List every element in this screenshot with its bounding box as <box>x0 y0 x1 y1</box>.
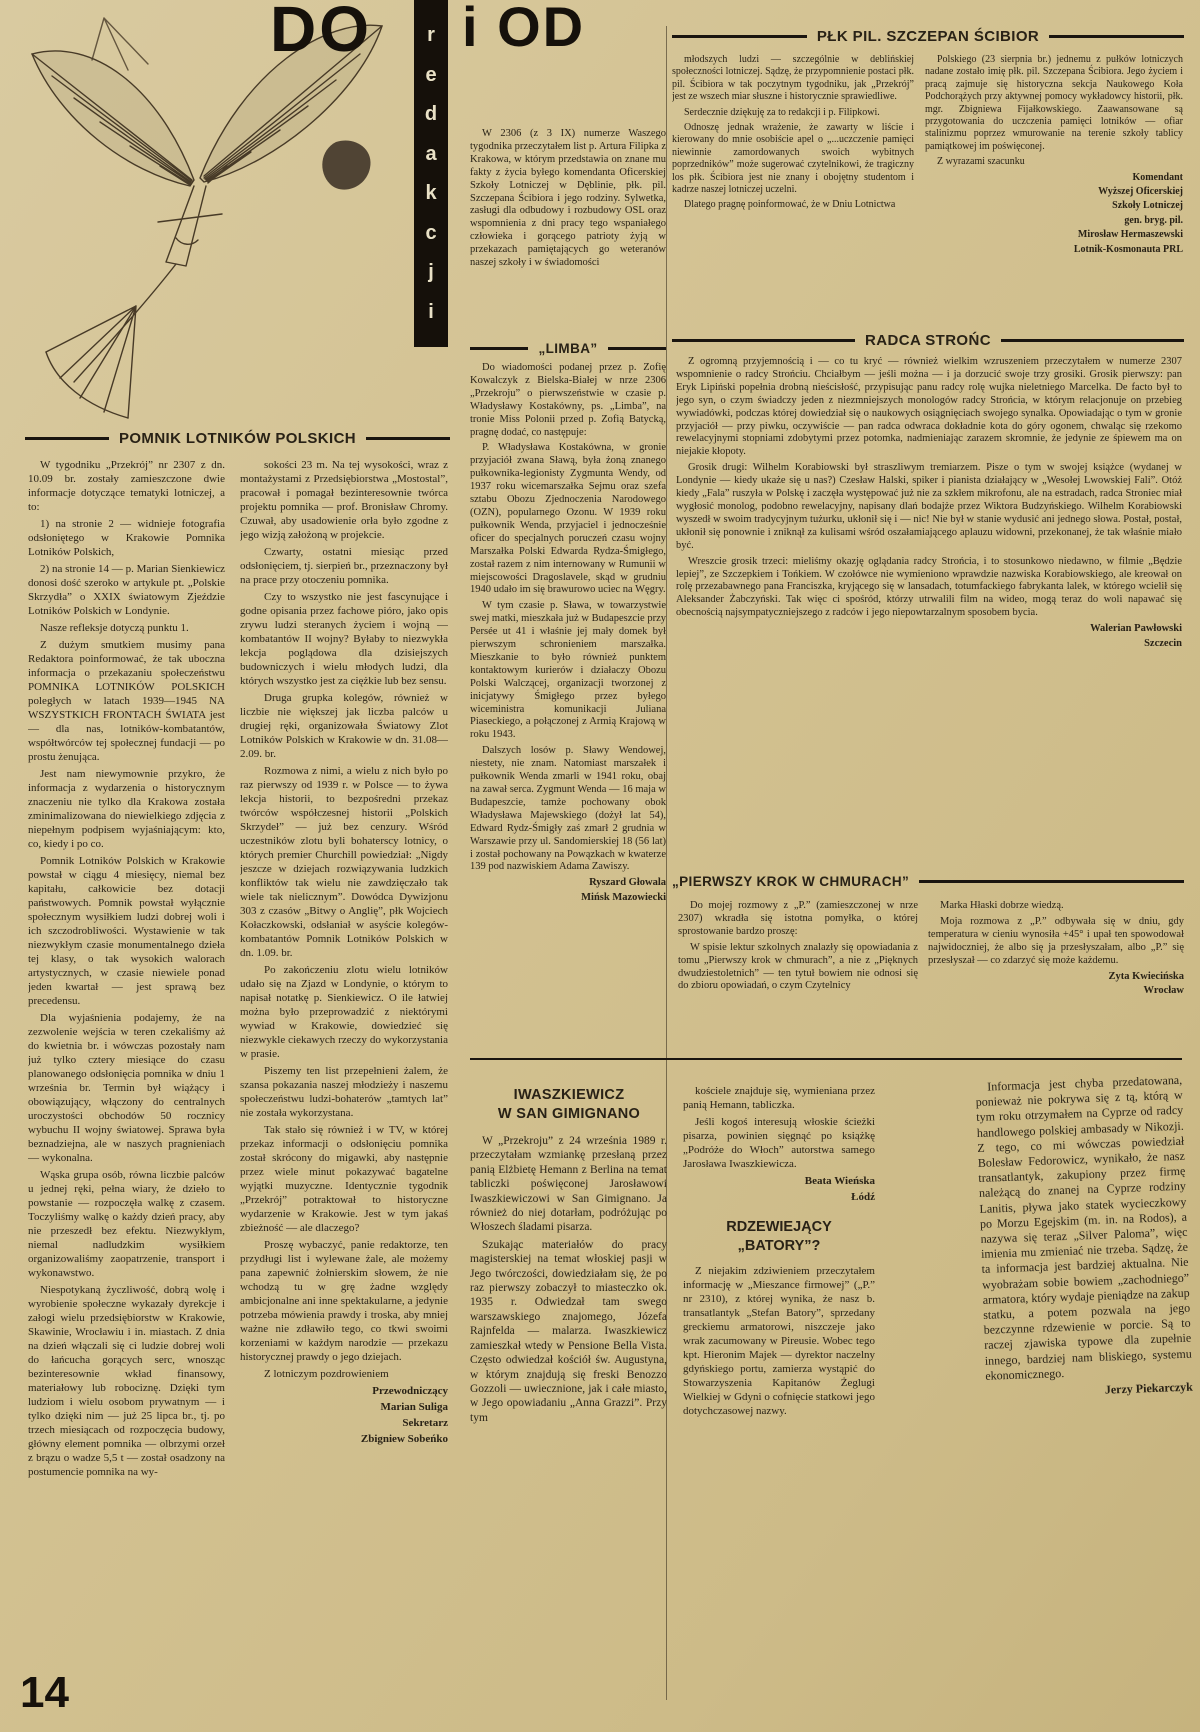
pierwszy-krok-col2-text <box>928 900 1184 968</box>
scibior-column-2 <box>925 54 1183 338</box>
paragraph: Wreszcie grosik trzeci: mieliśmy okazję oglądania radcy Strońcia, i to stosunkowo niedawno, w filmie „Będzie lepiej”, ze Szczepkiem i Tońkiem. W czołówce nie wymieniono wprawdzie nazwiska Korabiowskiego, ale kreował on rolę przezabawnego pana Franciszka, kryjącego się w lansadach, totumfackiego fabrykanta lalek, w którego wcielił się Aleksander Żabczyński. Tak więc ci spośród, którzy utrwalili film na wideo, mogą teraz do woli napawać się obecnością najsympatyczniejszego z radców i jego niepowtarzalnym sposobem bycia. <box>676 555 1182 619</box>
iwaszkiewicz-column <box>470 1134 667 1634</box>
paragraph: sokości 23 m. Na tej wysokości, wraz z montażystami z Przedsiębiorstwa „Mostostal”, pracował i pomagał bezinteresownie twórca projektu pomnika — prof. Bronisław Chromy. Czuwał, aby usadowienie orła było zgodne z jego wizją założoną w projekcie. <box>240 459 448 541</box>
iwaszkiewicz-col1-text <box>470 1134 667 1425</box>
paragraph: Przewodniczący <box>372 1385 448 1397</box>
header-rule <box>366 437 450 440</box>
paragraph: Mirosław Hermaszewski <box>1077 229 1183 241</box>
pierwszy-krok-header <box>672 874 1184 889</box>
paragraph: Rozmowa z nimi, a wielu z nich było po raz pierwszy od 1939 r. w Polsce — to żywa lekcja historii, to bezpośredni przekaz twórców współczesnej historii „Polskich Skrzydeł” — już bez cenzury. Wśród uczestników zlotu byli bohaterscy lotnicy, o których premier Churchill powiedział: „Nigdy jeszcze w dziejach rozwiązywania ludzkich konfliktów tak wielu nie zawdzięczało tak wiele tak nielicznym”. Dowódca Dywizjonu 303 z czasów „Bitwy o Anglię”, płk Wojciech Kołaczkowski, odsłaniał w asyście kolegów-kombatantów Pomnik Lotników Polskich w dn. 1.09. br. <box>240 765 448 959</box>
paragraph: Czwarty, ostatni miesiąc przed odsłonięciem, tj. sierpień br., przeznaczony był na prace przy otoczeniu pomnika. <box>240 546 448 586</box>
paragraph: Jerzy Piekarczyk <box>1104 1379 1194 1397</box>
radca-column <box>676 356 1182 872</box>
scibior-col1-text <box>672 54 914 212</box>
paragraph: Do wiadomości podanej przez p. Zofię Kowalczyk z Bielska-Białej w nrze 2306 „Przekroju” o pierwszeństwie w czasie p. Władysławy Kostakówny, ps. „Limba”, na tronie Miss Polonii przed p. Zofią Batycką, pragnę dodać, co następuje: <box>470 362 666 438</box>
paragraph: Szczecin <box>1144 638 1182 650</box>
limba-header <box>470 341 666 356</box>
header-rule <box>1049 35 1184 38</box>
paragraph: Piszemy ten list przepełnieni żalem, że szansa pokazania naszej młodzieży i naszemu społeczeństwu ludzi-bohaterów „tamtych lat” nie została wykorzystana. <box>240 1065 448 1119</box>
vertical-letter: e <box>425 63 437 86</box>
paragraph: Druga grupka kolegów, również w liczbie nie większej jak liczba palców u drugiej ręki, organizowała Światowy Zlot Lotników Polskich w Krakowie w dn. 31.08—2.09. br. <box>240 692 448 760</box>
iwaszkiewicz-signature <box>683 1174 875 1204</box>
header-rule <box>919 880 1184 883</box>
paragraph: Niespotykaną życzliwość, dobrą wolę i wyrobienie społeczne wykazały dyrekcje i załogi wielu przedsiębiorstw w Krakowie, Skawinie, Wrocławiu i in. miastach. Z dnia na dzień włączali się ci ludzie dobrej woli do łańcucha gorących serc, wnosząc bezinteresownie wkład finansowy, materiałowy lub robociznę. Dzięki tym ludziom i wielu osobom prywatnym — i tylko dzięki nim — już 25 lipca br., tj. po trzech miesiącach od rozpoczęcia budowy, główny element pomnika — olbrzymi orzeł z brązu o wadze 5,5 t — został osadzony na postumencie pomnika na wy- <box>28 1284 225 1478</box>
batory-header <box>683 1218 875 1256</box>
paragraph: Do mojej rozmowy z „P.” (zamieszczonej w nrze 2307) wkradła się istotna pomyłka, o której sprostowanie bardzo proszę: <box>678 900 918 937</box>
vertical-letter: d <box>424 103 438 126</box>
paragraph: Zyta Kwiecińska <box>1108 970 1184 982</box>
scibior-title: PŁK PIL. SZCZEPAN ŚCIBIOR <box>816 28 1040 45</box>
paragraph: Szkoły Lotniczej <box>1112 200 1183 212</box>
paragraph: Dla wyjaśnienia podajemy, że na zezwolenie wejścia w teren czekaliśmy aż do kwietnia br. i wówczas pozostały nam już tylko cztery miesiące do czasu planowanego odsłonięcia pomnika w dniu 1 września br. Termin był wiążący i obowiązujący, włączony do centralnych uroczystości obchodów 50 rocznicy wybuchu II wojny światowej. Sprawa była beznadziejna, ale w naszych pragnieniach — wykonalna. <box>28 1012 225 1164</box>
vertical-letter: i <box>428 300 434 323</box>
paragraph: Z niejakim zdziwieniem przeczytałem informację w „Mieszance firmowej” („P.” nr 2310), z której wynika, że nasz b. transatlantyk „Stefan Batory”, sprzedany greckiemu armatorowi, niszczeje jako wrak zacumowany w Pireusie. Wobec tego kpt. Hieronim Majek — dyrektor naczelny gdyńskiego portu, zamierza wystąpić do Stowarzyszenia Kapitanów Żeglugi Wielkiej w Gdyni o cofnięcie statkowi jego dotychczasowej nazwy. <box>683 1265 875 1417</box>
radca-signature <box>676 623 1182 651</box>
vertical-letter: r <box>427 24 435 47</box>
paragraph: Serdecznie dziękuję za to redakcji i p. Filipkowi. <box>684 106 880 118</box>
paragraph: Wyższej Oficerskiej <box>1098 186 1183 198</box>
scibior-intro-text <box>470 128 666 270</box>
paragraph: Z ogromną przyjemnością i — co tu kryć — również wielkim wzruszeniem przeczytałem w numerze 2307 wspomnienie o radcy Strońciu. Chciałbym — jeśli można — i ja dorzucić swoje trzy grosiki. Grosik pierwszy: pan Eryk Lipiński popełnia drobną nieścisłość, przypisując panu radcy rolę wujka nieletniego Marcelka. De facto był to jego syn, o czym świadczy jeden z niezmniejszych monologów radcy Strońcia, w którym relacjonuje on przebieg wywiadówki, podczas której dowiedział się o naukowych osiągnięciach swojego synalka. Opowiadając o tym w gronie przyjaciół — przy piwku, oczywiście — pan radca odwraca dokładnie kota do góry ogonem, chwaląc się rzekomo rewelacyjnymi stopniami zdobytymi przez potomka, nadmieniając zarazem skromnie, że jedynie ze śpiewem ma on niejakie kłopoty. <box>676 356 1182 458</box>
scibior-column-1 <box>672 54 914 338</box>
vertical-letter: a <box>425 142 437 165</box>
paragraph: 2) na stronie 14 — p. Marian Sienkiewicz donosi dość szeroko w artykule pt. „Polskie Skrzydła” o XXIX światowym Zjeździe Lotników Polskich w Londynie. <box>28 563 225 617</box>
paragraph: Wrocław <box>1143 985 1184 997</box>
radca-header <box>672 332 1184 349</box>
limba-text <box>470 362 666 874</box>
paragraph: Sekretarz <box>402 1417 448 1429</box>
paragraph: Odnoszę jednak wrażenie, że zawarty w liście i kierowany do mnie osobiście apel o „...uczczenie pamięci niewinnie zamordowanych swoich wybitnych poprzedników” może sugerować czytelnikowi, że tragiczny los płk. Ścibiora jest nie znany i obojętny studentom i kadrze naszej lotniczej uczelni. <box>672 122 914 196</box>
paragraph: Jeśli kogoś interesują włoskie ścieżki pisarza, powinien sięgnąć po książkę „Podróże do Włoch” autorstwa samego Jarosława Iwaszkiewicza. <box>683 1116 875 1170</box>
batory-title-line2: „BATORY”? <box>737 1238 821 1254</box>
paragraph: Proszę wybaczyć, panie redaktorze, ten przydługi list i wylewane żale, ale możemy pana zapewnić żołnierskim słowem, że nie wchodzą tu w grę żadne względy ambicjonalne ani inne spektakularne, a jedynie potrzeba mówienia prawdy i troska, aby mniej ważne nie zdławiło tego, co tkwi swoimi korzeniami w każdym narodzie — przekazu historycznej prawdy o jego dziejach. <box>240 1239 448 1363</box>
iwaszkiewicz-title-line1: IWASZKIEWICZ <box>513 1087 625 1103</box>
scibior-signature <box>925 172 1183 256</box>
paragraph: Mińsk Mazowiecki <box>581 892 666 904</box>
batory-text <box>683 1264 875 1418</box>
paragraph: W „Przekroju” z 24 września 1989 r. przeczytałam wzmiankę przesłaną przez panią Elżbietę Hemann z Berlina na temat tabliczki poświęconej Jarosławowi Iwaszkiewiczowi w San Gimignano. Ja również do niej dotarłam, podróżując po Włoszech śladami pisarza. <box>470 1135 667 1234</box>
paragraph: Marian Suliga <box>380 1401 448 1413</box>
batory-reply-text <box>975 1073 1192 1384</box>
header-rule <box>672 35 807 38</box>
batory-reply-column <box>975 1073 1200 1680</box>
paragraph: Ryszard Głowala <box>589 877 666 889</box>
paragraph: Walerian Pawłowski <box>1090 623 1182 635</box>
section-divider <box>470 1058 1182 1060</box>
paragraph: Z lotniczym pozdrowieniem <box>264 1368 389 1380</box>
radca-title: RADCA STROŃC <box>865 332 991 349</box>
paragraph: Z dużym smutkiem musimy pana Redaktora poinformować, że tak uboczna informacja o przekazaniu społeczeństwu POMNIKA LOTNIKÓW POLSKICH poległych w latach 1939—1945 NA WSZYSTKICH FRONTACH ŚWIATA jest — dla nas, lotników-kombatantów, współtwórców tej społecznej fundacji — po prostu żenująca. <box>28 639 225 763</box>
limba-title: „LIMBA” <box>538 341 598 356</box>
paragraph: Dalszych losów p. Sławy Wendowej, niestety, nie znam. Natomiast marszałek i pułkownik Wenda zmarli w 1941 roku, obaj na zawał serca. Zygmunt Wenda — 16 maja w Budapeszcie, tamże pochowany obok Władysława Majewskiego (dożył lat 54), Edward Rydz-Śmigły zaś zmarł 2 grudnia w Warszawie przy ul. Sandomierskiej 18 (56 lat) i został pochowany na Powązkach w kwaterze 139 pod nazwiskiem Adama Zawiszy. <box>470 745 666 873</box>
iwaszkiewicz-header <box>472 1086 666 1124</box>
pierwszy-krok-column-2 <box>928 900 1184 1052</box>
paragraph: młodszych ludzi — szczególnie w deblińskiej społeczności lotniczej. Sądzę, że przypomnienie postaci płk. pil. Ścibiora w tak poczytnym tygodniku, jak „Przekrój” jest ze wszech miar słuszne i historycznie sprawiedliwe. <box>672 54 914 103</box>
paragraph: Łódź <box>851 1191 875 1203</box>
paragraph: Czy to wszystko nie jest fascynujące i godne opisania przez fachowe pióro, jako opis zrywu ludzi steranych życiem i wojną — kombatantów II wojny? Byłaby to niezwykła lekcja poglądowa dla dzisiejszych budowniczych i wielu młodych ludzi, dla których wszystko jest za ciężkie lub bez sensu. <box>240 591 448 687</box>
paragraph: Po zakończeniu zlotu wielu lotników udało się na Zjazd w Londynie, o którym to napisał notatkę p. Sienkiewicz. O ile łatwiej można było przeprowadzić z niektórymi wywiad w Krakowie, dowiedzieć się niezwykle ciekawych rzeczy do wykorzystania w prasie. <box>240 964 448 1060</box>
paragraph: Dlatego pragnę poinformować, że w Dniu Lotnictwa <box>684 199 896 211</box>
pomnik-header <box>25 430 450 447</box>
scibior-header <box>672 28 1184 45</box>
paragraph: gen. bryg. pil. <box>1124 214 1183 226</box>
paragraph: Wąska grupa osób, równa liczbie palców u jednej ręki, pełna wiary, że dzieło to powstanie — rozpoczęła walkę z czasem. Toczyliśmy walkę o każdy dzień pracy, aby nie przeszedł bez efektu. Niezwykłym, niemal nadludzkim wysiłkiem organizowaliśmy zaopatrzenie, transport i wykonawstwo. <box>28 1169 225 1279</box>
paragraph: Z wyrazami szacunku <box>937 156 1025 168</box>
paragraph: W tygodniku „Przekrój” nr 2307 z dn. 10.09 br. zostały zamieszczone dwie informacje dotyczące tematyki lotniczej, a to: <box>28 459 225 513</box>
paragraph: W tym czasie p. Sława, w towarzystwie swej matki, mieszkała już w Budapeszcie przy Persée ut 41 i właśnie jej mały domek był pierwszym schronieniem marszałka. Mieszkanie to było również punktem kontaktowym kurierów i działaczy Obozu Polski Walczącej, organizacji tworzonej z inicjatywy Śmigłego przez byłego wiceministra komunikacji Juliana Piaseckiego, a połączonej z Armią Krajową w roku 1943. <box>470 600 666 741</box>
vertical-letter: j <box>428 261 434 284</box>
pierwszy-krok-col1-text <box>678 900 918 993</box>
masthead-word-do: DO <box>270 0 372 65</box>
pomnik-title: POMNIK LOTNIKÓW POLSKICH <box>118 430 357 447</box>
header-rule <box>608 347 666 350</box>
pierwszy-krok-title: „PIERWSZY KROK W CHMURACH” <box>672 874 910 889</box>
scibior-intro-column <box>470 128 666 338</box>
paragraph: Lotnik-Kosmonauta PRL <box>1073 243 1183 255</box>
iwaszkiewicz-col2-text <box>683 1084 875 1171</box>
limba-signature <box>470 877 666 905</box>
pierwszy-krok-signature <box>928 971 1184 999</box>
radca-text <box>676 356 1182 620</box>
limba-column <box>470 362 666 1058</box>
pomnik-signature <box>240 1384 448 1446</box>
page-number: 14 <box>20 1668 69 1717</box>
paragraph: Komendant <box>1132 171 1183 183</box>
paragraph: Beata Wieńska <box>804 1175 875 1187</box>
header-rule <box>1001 339 1184 342</box>
paragraph: Marka Hłaski dobrze wiedzą. <box>940 900 1064 911</box>
paragraph: Zbigniew Sobeńko <box>360 1433 448 1445</box>
paragraph: Szukając materiałów do pracy magisterskiej na temat włoskiej pasji w Jego twórczości, dowiedziałam się, że po raz pierwszy zobaczył to miasteczko ok. 1935 r. Odwiedzał tam swego warszawskiego znajomego, Józefa Rajnfelda — malarza. Iwaszkiewicz zamieszkał wtedy w Pensione Bella Vista. Często odwiedzał kościół św. Augustyna, w którym znajdują się freski Benozzo Gozzoli — uwiecznione, jak i całe miasto, w Jego opowiadaniu „Anna Grazzi”. Przy tym <box>470 1238 667 1424</box>
header-rule <box>470 347 528 350</box>
masthead-vertical-bar <box>414 0 448 347</box>
batory-title-line1: RDZEWIEJĄCY <box>726 1219 832 1235</box>
paragraph: Moja rozmowa z „P.” odbywała się w dniu, gdy temperatura w cieniu wynosiła +45° i upał ten spowodował najwidoczniej, że albo się ja przesłyszałam, albo „P.” się przesłyszał — co zdarzyć się może każdemu. <box>928 915 1184 966</box>
paragraph: Pomnik Lotników Polskich w Krakowie powstał w ciągu 4 miesięcy, niemal bez kapitału, całkowicie bez dotacji państwowych. Pomnik powstał wyłącznie społecznym wysiłkiem ludzi dobrej woli i ich szczodrobliwości. Wystawienie w tak niezwykłym czasie monumentalnego dzieła tej klasy, o tak wysokich walorach artystycznych, w czasie niewiele ponad jeden kwartał — jest sprawą bez precedensu. <box>28 855 225 1007</box>
bottom-middle-column <box>683 1084 875 1664</box>
vertical-letter: c <box>425 221 437 244</box>
paragraph: Informacja jest chyba przedatowana, ponieważ nie pokrywa się z tą, którą w tym roku otrzymałem na Cyprze od radcy handlowego polskiej ambasady w Nikozji. Z tego, co mi wówczas powiedział Bolesław Fedorowicz, wynikało, że nasz transatlantyk, zakupiony przez firmę należącą do znanej na Cyprze rodziny Lanitis, pływa jako statek wycieczkowy po Morzu Egejskim (m. in. na Rodos), a nazywa się teraz „Silver Paloma”, więc imienia mu zmieniać nie trzeba. Sądzę, że ta informacja jest bardziej aktualna. Nie wyobrażam sobie bowiem „zachodniego” armatora, który wydaje pieniądze na zakup statku, a potem pozwala na jego bezczynne rdzewienie w porcie. Są to raczej zjawiska typowe dla zupełnie innego, bardziej nam bliskiego, systemu ekonomicznego. <box>975 1072 1192 1383</box>
iwaszkiewicz-title-line2: W SAN GIMIGNANO <box>497 1106 641 1122</box>
masthead-word-i-od: i OD <box>462 0 586 58</box>
paragraph: Polskiego (23 sierpnia br.) jednemu z pułków lotniczych nadane zostało imię płk. pil. Szczepana Ścibiora. Jego życiem i pracą zajmuje się historyczna sekcja Naukowego Koła Podchorążych przy aktywnej pomocy wykładowcy historii, płk. mgr. Zbigniewa Fijałkowskiego. Zaawansowane są przygotowania do uczczenia pamięci lotników — ofiar stalinizmu poprzez wmurowanie na terenie szkoły tablicy pamiątkowej im poświęconej. <box>925 54 1183 152</box>
paragraph: Nasze refleksje dotyczą punktu 1. <box>40 622 189 634</box>
batory-reply-signature <box>986 1380 1193 1402</box>
header-rule <box>25 437 109 440</box>
header-rule <box>672 339 855 342</box>
paragraph: W 2306 (z 3 IX) numerze Waszego tygodnika przeczytałem list p. Artura Filipka z Krakowa, w którym przedstawia on znane mu fakty z życia byłego komendanta Oficerskiej Szkoły Lotniczej w Dęblinie, płk. pil. Szczepana Ścibiora i jego rodziny. Sylwetka, zasługi dla odbudowy i rozbudowy OSL oraz wspomnienia z dni pracy tego wspaniałego człowieka i gorącego patrioty żyją w przekazach pamiętających go weteranów naszej szkoły i w świadomości <box>470 128 666 269</box>
paragraph: 1) na stronie 2 — widnieje fotografia odsłoniętego w Krakowie Pomnika Lotników Polskich, <box>28 518 225 558</box>
paragraph: Grosik drugi: Wilhelm Korabiowski był straszliwym tremiarzem. Pisze o tym w swojej książce (wydanej w Londynie — kiedy ukaże się u nas?) Czesław Halski, spiker i pianista działający w „Wesołej Lwowskiej Fali”. Otóż kiedy „Fala” ruszyła w Polskę i zaczęła występować już nie za szkłem mikrofonu, ale na estradach, radca Stroniec miał wygłosić monolog, podobno rewelacyjny, napisany dlań bodajże przez Wiktora Budzyńskiego. Wilhelm Korabiowski wyszedł w swoim tradycyjnym tużurku, ukłonił się i — nic! Nie był w stanie wydusić ani jednego słowa. Postał, postał, ukłonił się ponownie i zniknął za kulisami wśród oszałamiającego aplauzu widowni, przekonanej, że tak właśnie miało być. <box>676 462 1182 551</box>
pomnik-col2-text <box>240 458 448 1381</box>
vertical-letter: k <box>425 182 437 205</box>
paragraph: kościele znajduje się, wymieniana przez panią Hemann, tabliczka. <box>683 1085 875 1111</box>
pierwszy-krok-column-1 <box>678 900 918 1052</box>
pomnik-column-2 <box>240 458 448 1696</box>
paragraph: P. Władysława Kostakówna, w gronie przyjaciół zwana Sławą, była żoną znanego pułkownika-legionisty Zygmunta Wendy, od 1937 roku wicemarszałka Sejmu oraz szefa sztabu Obozu Zjednoczenia Narodowego (OZN), popularnego Ozonu. W 1939 roku pułkownik Wenda, przyjaciel i jednocześnie oficer do specjalnych poruczeń czasu wojny Marszałka Polski Edwarda Rydza-Śmigłego, został razem z nim internowany w Rumunii w miejscowości Dragoslavele, skąd w grudniu 1940 udało im się brawurowo uciec na Węgry. <box>470 442 666 596</box>
paragraph: Tak stało się również i w TV, w której przekaz informacji o odsłonięciu pomnika został skrócony do migawki, aby następnie przez wiele minut pokazywać bagatelne wyjątki muzyczne. Identycznie tygodnik „Przekrój” potraktował to historyczne wydarzenie w Krakowie. Jest w tym jakaś zbieżność — ale dlaczego? <box>240 1124 448 1234</box>
paragraph: Jest nam niewymownie przykro, że informacja z wydarzenia o historycznym znaczeniu nie tylko dla Krakowa została zminimalizowana do niewielkiego zdjęcia z niepełnym podpisem wyjaśniającym: kto, co, kiedy i po co. <box>28 768 225 850</box>
scibior-col2-text <box>925 54 1183 169</box>
pomnik-column-1 <box>28 458 225 1696</box>
pomnik-col1-text <box>28 458 225 1479</box>
paragraph: W spisie lektur szkolnych znalazły się opowiadania z tomu „Pierwszy krok w chmurach”, a nie z „Pięknych dwudziestoletnich” — ten tytuł bowiem nie odnosi się do zbioru opowiadań, o czym Czytelnicy <box>678 941 918 992</box>
